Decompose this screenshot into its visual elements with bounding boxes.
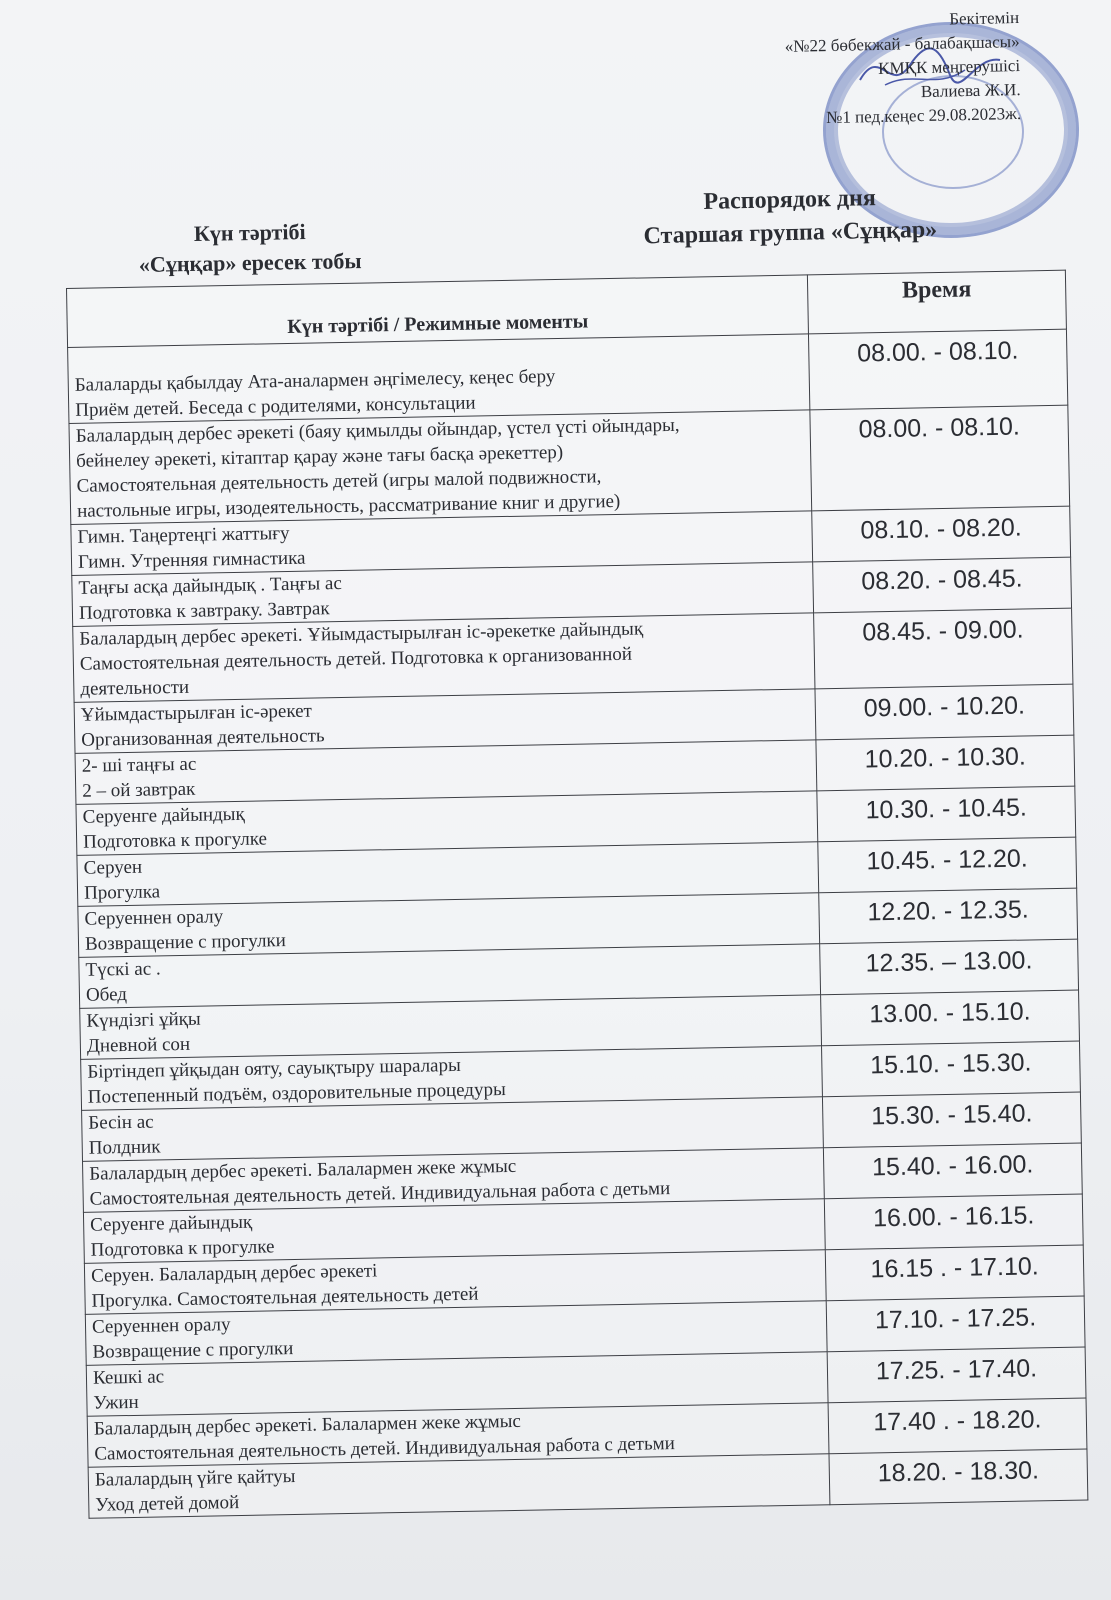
activity-line: Серуенге дайындық xyxy=(82,803,245,828)
time-cell: 16.15 . - 17.10. xyxy=(825,1245,1084,1301)
activity-line: бейнелеу әрекеті, кітаптар қарау және тағы басқа әрекеттер) xyxy=(75,441,564,472)
daily-schedule-table xyxy=(66,270,1088,1519)
activity-line: 2 – ой завтрак xyxy=(82,778,196,802)
activity-line: Самостоятельная деятельность детей. Подготовка к организованной xyxy=(79,643,633,675)
activity-line: Возвращение с прогулки xyxy=(92,1338,294,1363)
schedule-body xyxy=(68,329,1088,1518)
approval-heading: Бекітемін xyxy=(949,7,1020,29)
activity-line: Серуенге дайындық xyxy=(89,1211,253,1236)
time-cell: 13.00. - 15.10. xyxy=(821,990,1080,1046)
activity-line: Подготовка к прогулке xyxy=(90,1236,275,1261)
time-column-header: Время xyxy=(807,270,1066,334)
time-cell: 10.30. - 10.45. xyxy=(817,786,1076,842)
activity-line: Балалардың дербес әрекеті. Ұйымдастырылған іс-әрекетке дайындық xyxy=(79,618,644,650)
title-russian-line2: Старшая группа «Сұңқар» xyxy=(643,216,938,250)
time-cell: 08.00. - 08.10. xyxy=(808,329,1067,410)
time-cell: 17.10. - 17.25. xyxy=(826,1296,1085,1352)
activity-line: Серуеннен оралу xyxy=(91,1314,231,1338)
activity-line: Балалардың дербес әрекеті (баяу қимылды ойындар, үстел үсті ойындары, xyxy=(75,414,680,447)
title-russian xyxy=(599,180,980,255)
approval-council-date: №1 пед.кеңес 29.08.2023ж. xyxy=(826,103,1022,128)
activity-line: Полдник xyxy=(88,1136,161,1159)
activity-column-header: Күн тәртібі / Режимные моменты xyxy=(67,275,809,348)
activity-line: Прогулка. Самостоятельная деятельность детей xyxy=(91,1283,479,1312)
activity-line: 2- ші таңғы ас xyxy=(81,753,197,777)
time-cell: 10.45. - 12.20. xyxy=(818,837,1077,893)
activity-line: настольные игры, изодеятельность, рассматривание книг и другие) xyxy=(76,490,621,522)
activity-cell xyxy=(68,334,810,424)
activity-line: Подготовка к завтраку. Завтрак xyxy=(78,598,330,624)
activity-line: Дневной сон xyxy=(86,1033,191,1057)
time-cell: 08.45. - 09.00. xyxy=(814,608,1073,689)
approval-position: КМҚК меңгерушісі xyxy=(878,55,1021,78)
activity-line: Прогулка xyxy=(83,881,161,904)
activity-line: Подготовка к прогулке xyxy=(82,828,268,853)
activity-line: Самостоятельная деятельность детей (игры малой подвижности, xyxy=(76,466,602,497)
activity-line: Серуеннен оралу xyxy=(84,906,224,930)
title-kazakh-line2: «Сұңқар» ересек тобы xyxy=(138,248,362,277)
activity-line: Постепенный подъём, оздоровительные процедуры xyxy=(87,1079,506,1108)
approval-institution: «№22 бөбекжай - балабақшасы» xyxy=(784,31,1020,56)
time-cell: 09.00. - 10.20. xyxy=(815,684,1074,740)
time-cell: 10.20. - 10.30. xyxy=(816,735,1075,791)
activity-line: Күндізгі ұйқы xyxy=(86,1008,201,1032)
activity-line: Ужин xyxy=(93,1391,139,1414)
time-cell: 08.10. - 08.20. xyxy=(812,506,1071,562)
activity-line: Біртіндеп ұйқыдан ояту, сауықтыру шаралары xyxy=(87,1054,461,1083)
activity-line: Приём детей. Беседа с родителями, консультации xyxy=(75,392,476,421)
activity-line: Гимн. Утренняя гимнастика xyxy=(77,547,306,573)
activity-line: Бесін ас xyxy=(88,1111,154,1134)
time-cell: 15.10. - 15.30. xyxy=(822,1041,1081,1097)
time-cell: 15.40. - 16.00. xyxy=(823,1143,1082,1199)
title-russian-line1: Распорядок дня xyxy=(703,185,877,215)
activity-line: Самостоятельная деятельность детей. Индивидуальная работа с детьми xyxy=(94,1433,676,1465)
time-cell: 08.00. - 08.10. xyxy=(810,405,1070,511)
activity-line: Ұйымдастырылған іс-әрекет xyxy=(80,700,313,726)
activity-line: Уход детей домой xyxy=(95,1492,240,1516)
activity-cell xyxy=(69,410,812,525)
activity-line: Организованная деятельность xyxy=(81,725,325,751)
approval-block xyxy=(784,6,1021,131)
time-cell: 15.30. - 15.40. xyxy=(822,1092,1081,1148)
activity-line: Балалардың дербес әрекеті. Балалармен жеке жұмыс xyxy=(93,1410,522,1440)
activity-cell xyxy=(73,613,815,703)
activity-line: Гимн. Таңертеңгі жаттығу xyxy=(77,522,290,548)
activity-line: Балалардың үйге қайтуы xyxy=(94,1465,296,1491)
table-row xyxy=(69,405,1070,524)
time-cell: 17.25. - 17.40. xyxy=(827,1347,1086,1403)
time-cell: 12.35. – 13.00. xyxy=(820,939,1079,995)
activity-line: деятельности xyxy=(80,676,190,700)
activity-line: Самостоятельная деятельность детей. Индивидуальная работа с детьми xyxy=(89,1178,671,1210)
time-cell: 12.20. - 12.35. xyxy=(819,888,1078,944)
activity-line: Балаларды қабылдау Ата-аналармен әңгімелесу, кеңес беру xyxy=(74,366,556,396)
activity-line: Серуен xyxy=(83,856,143,879)
time-cell: 17.40 . - 18.20. xyxy=(828,1398,1087,1454)
title-kazakh xyxy=(80,215,421,281)
time-cell: 16.00. - 16.15. xyxy=(824,1194,1083,1250)
activity-line: Балалардың дербес әрекеті. Балалармен жеке жұмыс xyxy=(89,1155,517,1185)
title-kazakh-line1: Күн тәртібі xyxy=(193,219,306,246)
approval-head-name: Валиева Ж.И. xyxy=(920,79,1021,102)
time-cell: 08.20. - 08.45. xyxy=(813,557,1072,613)
activity-line: Обед xyxy=(85,984,128,1006)
activity-line: Таңғы асқа дайындық . Таңғы ас xyxy=(78,572,343,599)
activity-line: Серуен. Балалардың дербес әрекеті xyxy=(90,1260,378,1287)
activity-line: Возвращение с прогулки xyxy=(84,930,287,955)
activity-line: Кешкі ас xyxy=(92,1366,165,1389)
time-cell: 18.20. - 18.30. xyxy=(829,1449,1088,1505)
activity-line: Түскі ас . xyxy=(85,958,161,981)
